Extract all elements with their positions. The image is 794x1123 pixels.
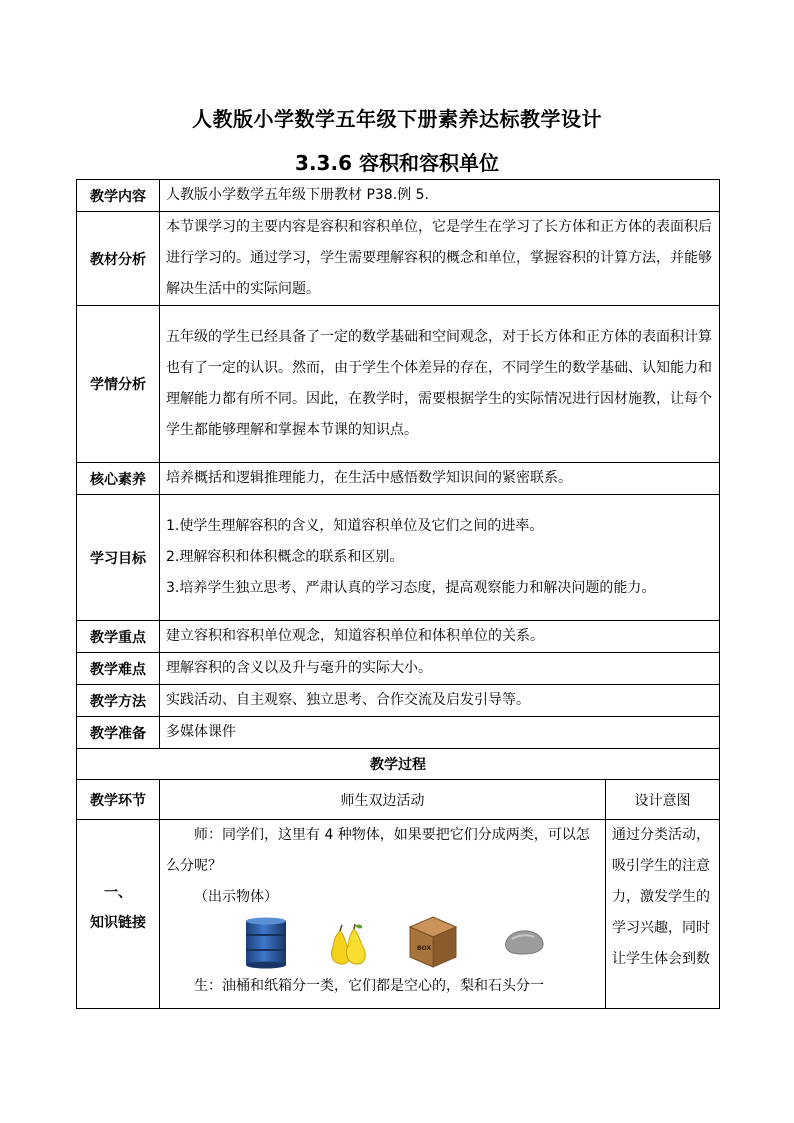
row-core-literacy	[77, 463, 720, 495]
row-step-1	[77, 820, 720, 1009]
text-student-analysis: 五年级的学生已经具备了一定的数学基础和空间观念，对于长方体和正方体的表面积计算也有了一定的认识。然而，由于学生个体差异的存在，不同学生的数学基础、认知能力和理解能力都有所不同。因此，在教学时，需要根据学生的实际情况进行因材施教，让每个学生都能够理解和掌握本节课的知识点。	[160, 306, 720, 463]
label-textbook-analysis: 教材分析	[77, 212, 160, 306]
goal-item: 3.培养学生独立思考、严肃认真的学习态度，提高观察能力和解决问题的能力。	[166, 580, 656, 596]
step-1-name: 知识链接	[90, 915, 146, 931]
text-preparation: 多媒体课件	[160, 717, 720, 749]
cardboard-box-image	[408, 915, 458, 969]
box-label: BOX	[417, 945, 432, 952]
label-key-points: 教学重点	[77, 621, 160, 653]
row-teaching-method	[77, 685, 720, 717]
row-difficulties	[77, 653, 720, 685]
lesson-plan-table	[76, 179, 720, 1009]
text-teaching-method: 实践活动、自主观察、独立思考、合作交流及启发引导等。	[160, 685, 720, 717]
goal-item: 1.使学生理解容积的含义，知道容积单位及它们之间的进率。	[166, 518, 544, 534]
row-process-headers	[77, 780, 720, 820]
row-process-title	[77, 749, 720, 780]
row-learning-goals	[77, 495, 720, 621]
text-key-points: 建立容积和容积单位观念，知道容积单位和体积单位的关系。	[160, 621, 720, 653]
process-title: 教学过程	[77, 749, 720, 780]
show-objects-note: （出示物体）	[194, 889, 278, 905]
step-1-label	[77, 820, 160, 1009]
row-student-analysis	[77, 306, 720, 463]
objects-illustration	[166, 913, 599, 971]
oil-barrel-image	[244, 917, 288, 969]
text-difficulties: 理解容积的含义以及升与毫升的实际大小。	[160, 653, 720, 685]
row-textbook-analysis	[77, 212, 720, 306]
step-1-number: 一、	[104, 885, 132, 901]
list-learning-goals	[160, 495, 720, 621]
row-preparation	[77, 717, 720, 749]
text-content: 人教版小学数学五年级下册教材 P38.例 5.	[160, 180, 720, 212]
header-activity: 师生双边活动	[160, 780, 606, 820]
label-teaching-method: 教学方法	[77, 685, 160, 717]
goal-item: 2.理解容积和体积概念的联系和区别。	[166, 549, 404, 565]
lesson-title: 3.3.6 容积和容积单位	[295, 151, 499, 175]
pears-image	[328, 923, 368, 967]
step-1-activity	[160, 820, 606, 1009]
text-textbook-analysis: 本节课学习的主要内容是容积和容积单位，它是学生在学习了长方体和正方体的表面积后进行学习的。通过学习，学生需要理解容积的概念和单位，掌握容积的计算方法，并能够解决生活中的实际问题。	[160, 212, 720, 306]
row-content	[77, 180, 720, 212]
teacher-question: 师：同学们，这里有 4 种物体，如果要把它们分成两类，可以怎么分呢？	[166, 827, 590, 874]
label-difficulties: 教学难点	[77, 653, 160, 685]
document-title: 人教版小学数学五年级下册素养达标教学设计	[192, 107, 602, 131]
step-1-intent: 通过分类活动，吸引学生的注意力，激发学生的学习兴趣，同时让学生体会到数	[606, 820, 720, 1009]
student-answer: 生：油桶和纸箱分一类，它们都是空心的，梨和石头分一	[194, 978, 544, 994]
text-core-literacy: 培养概括和逻辑推理能力，在生活中感悟数学知识间的紧密联系。	[160, 463, 720, 495]
row-key-points	[77, 621, 720, 653]
label-student-analysis: 学情分析	[77, 306, 160, 463]
label-core-literacy: 核心素养	[77, 463, 160, 495]
header-intent: 设计意图	[606, 780, 720, 820]
label-content: 教学内容	[77, 180, 160, 212]
stone-image	[502, 927, 546, 957]
label-preparation: 教学准备	[77, 717, 160, 749]
header-step: 教学环节	[77, 780, 160, 820]
label-learning-goals: 学习目标	[77, 495, 160, 621]
